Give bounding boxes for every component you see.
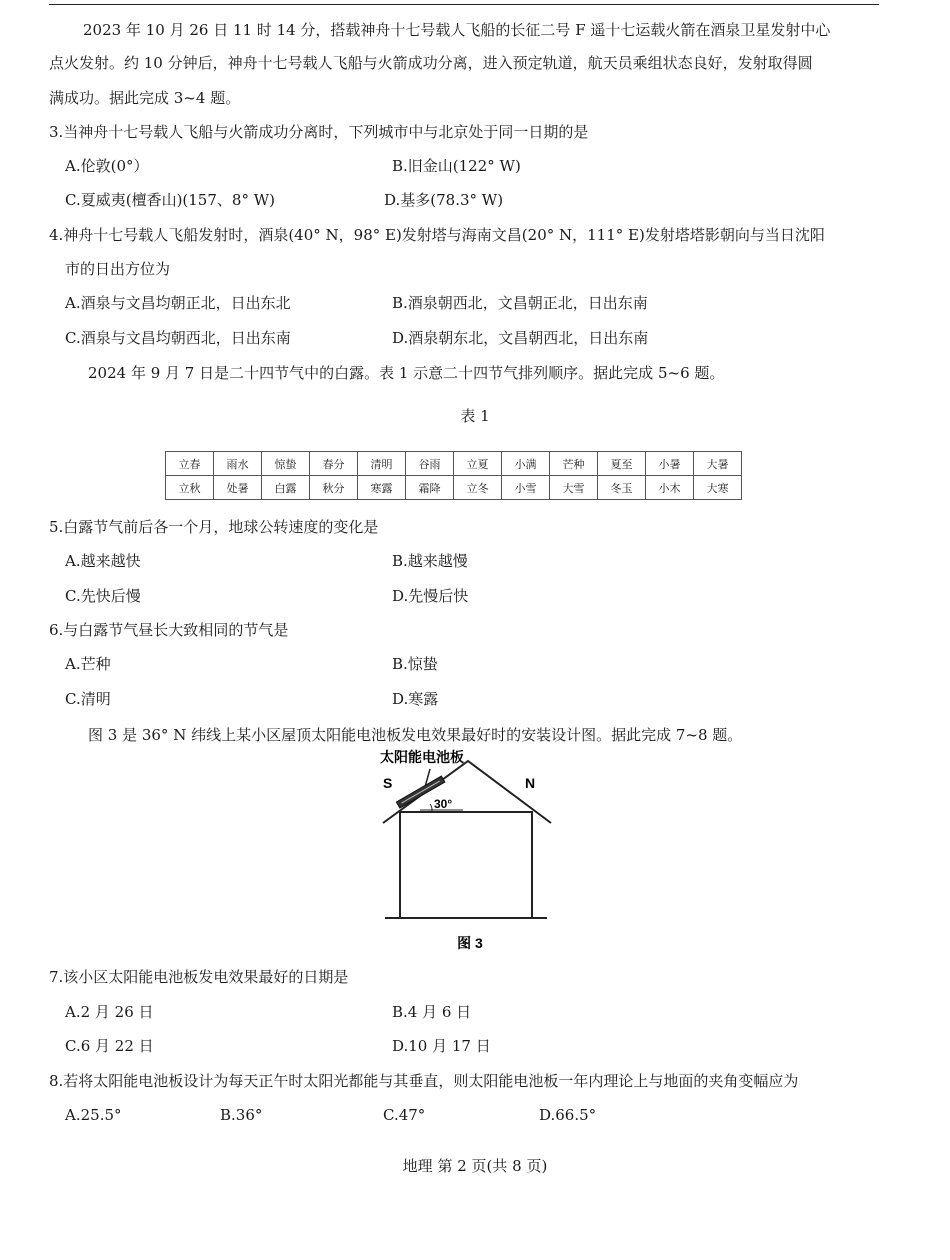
q3-option-d: D.基多(78.3° W) bbox=[384, 191, 504, 209]
table-row bbox=[166, 452, 742, 476]
panel-label: 太阳能电池板 bbox=[380, 749, 464, 765]
q4-option-a: A.酒泉与文昌均朝正北，日出东北 bbox=[65, 294, 291, 312]
table-cell: 大雪 bbox=[550, 476, 598, 500]
intro2: 2024 年 9 月 7 日是二十四节气中的白露。表 1 示意二十四节气排列顺序。据此完成 5~6 题。 bbox=[88, 364, 725, 382]
q5-option-a: A.越来越快 bbox=[65, 552, 141, 570]
q4-option-d: D.酒泉朝东北，文昌朝西北，日出东南 bbox=[392, 329, 649, 347]
table-cell: 秋分 bbox=[310, 476, 358, 500]
table-cell: 小木 bbox=[646, 476, 694, 500]
q3-stem: 3.当神舟十七号载人飞船与火箭成功分离时，下列城市中与北京处于同一日期的是 bbox=[49, 123, 589, 141]
table-cell: 小雪 bbox=[502, 476, 550, 500]
table-cell: 大暑 bbox=[694, 452, 742, 476]
table-cell: 处暑 bbox=[214, 476, 262, 500]
intro1-line1: 2023 年 10 月 26 日 11 时 14 分，搭载神舟十七号载人飞船的长征二号 F 遥十七运载火箭在酒泉卫星发射中心 bbox=[83, 21, 831, 39]
table-cell: 寒露 bbox=[358, 476, 406, 500]
top-rule bbox=[49, 4, 879, 5]
solar-terms-table bbox=[165, 451, 742, 500]
table-cell: 大寒 bbox=[694, 476, 742, 500]
q8-option-d: D.66.5° bbox=[539, 1106, 597, 1124]
q4-option-b: B.酒泉朝西北，文昌朝正北，日出东南 bbox=[392, 294, 648, 312]
table-title: 表 1 bbox=[460, 407, 490, 425]
q8-option-b: B.36° bbox=[220, 1106, 263, 1124]
intro1-line3: 满成功。据此完成 3~4 题。 bbox=[49, 89, 241, 107]
table-cell: 立秋 bbox=[166, 476, 214, 500]
q4-option-c: C.酒泉与文昌均朝西北，日出东南 bbox=[65, 329, 291, 347]
table-cell: 白露 bbox=[262, 476, 310, 500]
table-cell: 芒种 bbox=[550, 452, 598, 476]
q6-option-d: D.寒露 bbox=[392, 690, 439, 708]
north-label: N bbox=[525, 775, 536, 791]
q3-option-c: C.夏威夷(檀香山)(157、8° W) bbox=[65, 191, 275, 209]
q5-option-c: C.先快后慢 bbox=[65, 587, 141, 605]
table-cell: 谷雨 bbox=[406, 452, 454, 476]
table-cell: 夏至 bbox=[598, 452, 646, 476]
angle-label: 30° bbox=[434, 797, 453, 811]
table-cell: 小暑 bbox=[646, 452, 694, 476]
table-cell: 立冬 bbox=[454, 476, 502, 500]
q3-option-a: A.伦敦(0°） bbox=[65, 157, 149, 175]
table-cell: 雨水 bbox=[214, 452, 262, 476]
table-cell: 冬玉 bbox=[598, 476, 646, 500]
table-cell: 春分 bbox=[310, 452, 358, 476]
page-footer: 地理 第 2 页(共 8 页) bbox=[402, 1157, 548, 1175]
roof-outline bbox=[383, 761, 551, 823]
q8-option-a: A.25.5° bbox=[65, 1106, 122, 1124]
q7-option-b: B.4 月 6 日 bbox=[392, 1003, 472, 1021]
table-cell: 霜降 bbox=[406, 476, 454, 500]
q5-option-b: B.越来越慢 bbox=[392, 552, 468, 570]
intro1-line2: 点火发射。约 10 分钟后，神舟十七号载人飞船与火箭成功分离，进入预定轨道，航天员乘组状态良好，发射取得圆 bbox=[49, 54, 813, 72]
q3-option-b: B.旧金山(122° W) bbox=[392, 157, 521, 175]
q7-option-d: D.10 月 17 日 bbox=[392, 1037, 491, 1055]
q4-stem-line1: 4.神舟十七号载人飞船发射时，酒泉(40° N，98° E)发射塔与海南文昌(20° N，111° E)发射塔塔影朝向与当日沈阳 bbox=[49, 226, 825, 244]
figure-caption: 图 3 bbox=[457, 935, 483, 951]
q8-option-c: C.47° bbox=[383, 1106, 426, 1124]
q4-stem-line2: 市的日出方位为 bbox=[65, 260, 171, 278]
q6-option-a: A.芒种 bbox=[65, 655, 111, 673]
table-row bbox=[166, 476, 742, 500]
q6-option-b: B.惊蛰 bbox=[392, 655, 438, 673]
q7-option-a: A.2 月 26 日 bbox=[65, 1003, 154, 1021]
table-cell: 立夏 bbox=[454, 452, 502, 476]
q8-stem: 8.若将太阳能电池板设计为每天正午时太阳光都能与其垂直，则太阳能电池板一年内理论上与地面的夹角变幅应为 bbox=[49, 1072, 799, 1090]
table-cell: 小满 bbox=[502, 452, 550, 476]
q6-stem: 6.与白露节气昼长大致相同的节气是 bbox=[49, 621, 289, 639]
q7-stem: 7.该小区太阳能电池板发电效果最好的日期是 bbox=[49, 968, 349, 986]
south-label: S bbox=[383, 775, 393, 791]
table-cell: 惊蛰 bbox=[262, 452, 310, 476]
table-cell: 清明 bbox=[358, 452, 406, 476]
q7-option-c: C.6 月 22 日 bbox=[65, 1037, 154, 1055]
figure-3-house-diagram bbox=[375, 745, 565, 955]
intro3: 图 3 是 36° N 纬线上某小区屋顶太阳能电池板发电效果最好时的安装设计图。据此完成 7~8 题。 bbox=[88, 726, 743, 744]
table-cell: 立春 bbox=[166, 452, 214, 476]
q6-option-c: C.清明 bbox=[65, 690, 111, 708]
house-walls bbox=[400, 812, 532, 918]
q5-option-d: D.先慢后快 bbox=[392, 587, 469, 605]
q5-stem: 5.白露节气前后各一个月，地球公转速度的变化是 bbox=[49, 518, 379, 536]
